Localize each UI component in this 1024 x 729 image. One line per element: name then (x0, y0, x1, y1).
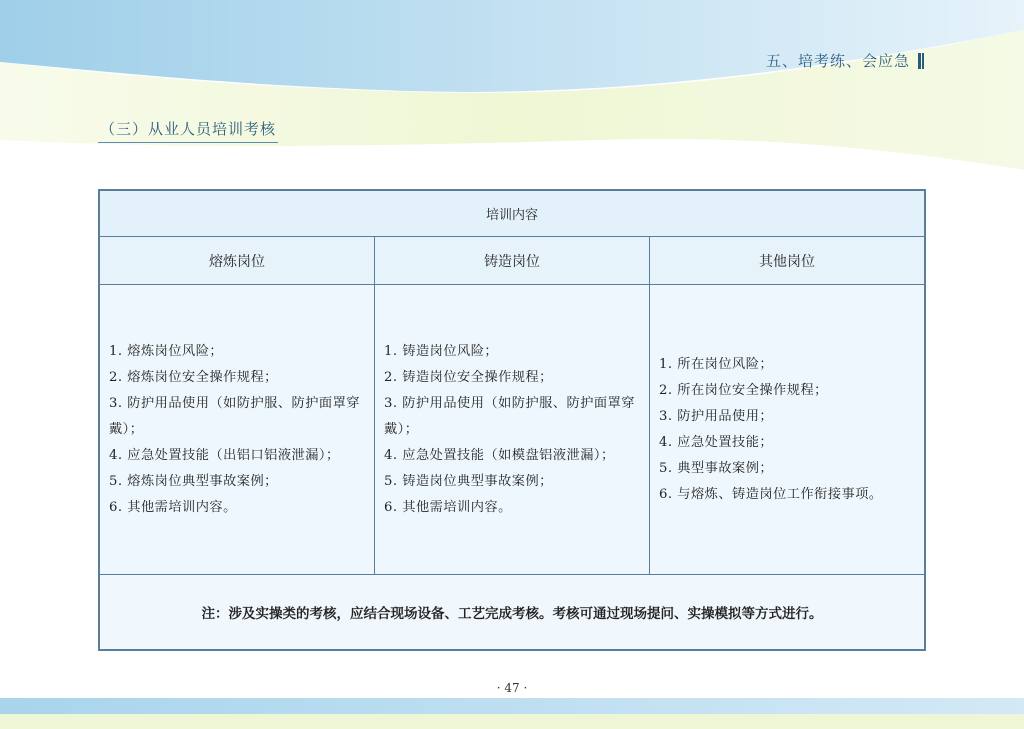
other-training-list (659, 352, 883, 508)
list-item: 3. 防护用品使用（如防护服、防护面罩穿戴）； (109, 395, 360, 437)
list-item: 4. 应急处置技能（如模盘铝液泄漏）； (384, 447, 615, 463)
column-header-other: 其他岗位 (759, 253, 815, 270)
table-body-row (100, 285, 924, 575)
table-title-row (100, 191, 924, 237)
list-item: 1. 熔炼岗位风险； (109, 343, 224, 359)
section-marker-icon (918, 53, 924, 69)
list-item: 3. 防护用品使用（如防护服、防护面罩穿戴）； (384, 395, 635, 437)
table-header-row (100, 237, 924, 285)
list-item: 2. 所在岗位安全操作规程； (659, 382, 828, 398)
list-item: 2. 熔炼岗位安全操作规程； (109, 369, 278, 385)
casting-training-cell (375, 285, 650, 574)
page-number: · 47 · (496, 681, 528, 695)
list-item: 3. 防护用品使用； (659, 408, 774, 424)
table-title: 培训内容 (485, 208, 538, 223)
list-item: 5. 熔炼岗位典型事故案例； (109, 473, 278, 489)
list-item: 2. 铸造岗位安全操作规程； (384, 369, 553, 385)
list-item: 6. 其他需培训内容。 (109, 499, 237, 515)
list-item: 4. 应急处置技能（出铝口铝液泄漏）； (109, 447, 340, 463)
list-item: 5. 铸造岗位典型事故案例； (384, 473, 553, 489)
list-item: 6. 与熔炼、铸造岗位工作衔接事项。 (659, 486, 883, 502)
section-label (766, 50, 924, 71)
casting-training-list (384, 339, 639, 521)
column-header-smelting: 熔炼岗位 (100, 237, 375, 284)
smelting-training-cell (100, 285, 375, 574)
assessment-note: 注：涉及实操类的考核，应结合现场设备、工艺完成考核。考核可通过现场提问、实操模拟等方式进行。 (201, 606, 823, 622)
other-training-cell (650, 285, 924, 574)
column-header-casting: 铸造岗位 (375, 237, 650, 284)
table-note-row (100, 575, 924, 649)
list-item: 1. 所在岗位风险； (659, 356, 774, 372)
smelting-training-list (109, 339, 364, 521)
list-item: 1. 铸造岗位风险； (384, 343, 499, 359)
list-item: 5. 典型事故案例； (659, 460, 774, 476)
training-content-table (98, 189, 926, 651)
list-item: 6. 其他需培训内容。 (384, 499, 512, 515)
section-heading: （三）从业人员培训考核 (98, 118, 278, 143)
list-item: 4. 应急处置技能； (659, 434, 774, 450)
section-label-text: 五、培考练、会应急 (765, 52, 910, 70)
